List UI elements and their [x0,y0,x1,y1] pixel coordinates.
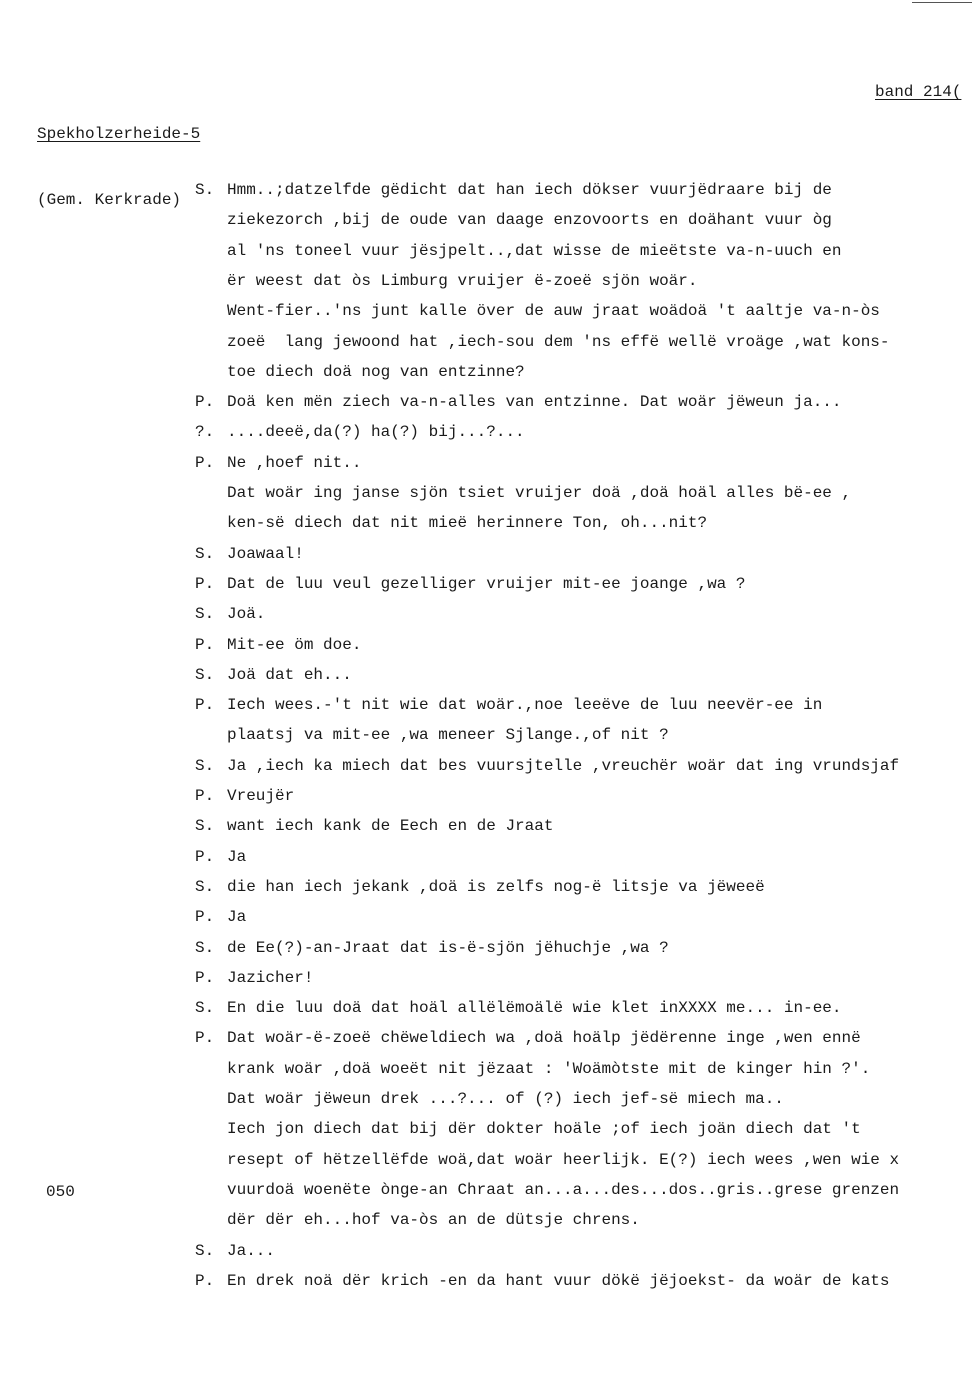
transcript-line [0,180,973,210]
line-text: krank woär ,doä woeët nit jëzaat : 'Woämòtste mit de kinger hin ?'. [227,1059,871,1078]
band-number: band 214( [875,83,962,101]
speaker-label: S. [195,665,215,684]
line-text: Ja... [227,1241,276,1260]
speaker-label: P. [195,453,215,472]
line-text: Ne ,hoef nit.. [227,453,362,472]
line-text: Dat woär ing janse sjön tsiet vruijer doä ,doä hoäl alles bë-ee , [227,484,852,502]
line-text: vuurdoä woenëte ònge-an Chraat an...a...des...dos..gris..grese grenzen [227,1180,900,1199]
speaker-label: P. [195,696,215,715]
speaker-label: S. [195,1241,215,1260]
transcript-line [0,362,973,392]
transcript-line [0,574,973,604]
transcript-line [0,1180,973,1210]
transcript-line [0,271,973,301]
transcript-line [0,604,973,634]
transcript-line [0,392,973,422]
transcript-line [0,816,973,846]
line-text: En drek noä dër krich -en da hant vuur dökë jëjoekst- da woär de kats [227,1271,890,1290]
line-text: Vreujër [227,787,295,805]
transcript-line [0,756,973,786]
transcript-line [0,968,973,998]
transcript-line [0,241,973,271]
line-text: toe diech doä nog van entzinne? [227,362,525,381]
line-text: zoeë lang jewoond hat ,iech-sou dem 'ns effë wellë vroäge ,wat kons- [227,332,890,351]
line-text: plaatsj va mit-ee ,wa meneer Sjlange.,of nit ? [227,726,669,745]
transcript-line [0,786,973,816]
transcript-line [0,544,973,574]
speaker-label: P. [195,1271,215,1290]
transcript-line [0,301,973,331]
transcript-line [0,635,973,665]
speaker-label: S. [195,181,215,199]
line-text: dër dër eh...hof va-òs an de dütsje chrens. [227,1211,640,1230]
municipality: (Gem. Kerkrade) [37,191,182,209]
speaker-label: P. [195,787,215,805]
transcript-line [0,877,973,907]
line-text: Joawaal! [227,544,304,563]
transcript-line [0,332,973,362]
line-text: Dat de luu veul gezelliger vruijer mit-ee joange ,wa ? [227,574,746,593]
line-text: Dat woär-ë-zoeë chëweldiech wa ,doä hoälp jëdërenne inge ,wen ennë [227,1029,861,1048]
transcript-line [0,998,973,1028]
speaker-label: P. [195,574,215,593]
speaker-label: P. [195,393,215,412]
line-text: Iech wees.-'t nit wie dat woär.,noe leeëve de luu neevër-ee in [227,696,823,715]
transcript-line [0,1119,973,1149]
line-text: want iech kank de Eech en de Jraat [227,817,554,836]
corner-line [912,2,972,3]
line-text: Jazicher! [227,968,314,987]
line-text: Ja [227,847,247,866]
transcript-line [0,847,973,877]
transcript-line [0,907,973,937]
transcript-line [0,1271,973,1301]
speaker-label: S. [195,999,215,1018]
transcript-line [0,210,973,240]
line-text: Iech jon diech dat bij dër dokter hoäle ;of iech joän diech dat 't [227,1120,861,1139]
speaker-label: P. [195,908,215,927]
transcript-line [0,665,973,695]
speaker-label: S. [195,817,215,836]
speaker-label: S. [195,544,215,563]
tape-counter: 050 [46,1183,75,1201]
speaker-label: S. [195,605,215,624]
speaker-label: ?. [195,423,215,442]
speaker-label: S. [195,877,215,896]
place-name: Spekholzerheide-5 [37,125,201,143]
line-text: Hmm..;datzelfde gëdicht dat han iech dökser vuurjëdraare bij de [227,181,832,199]
line-text: die han iech jekank ,doä is zelfs nog-ë litsje va jëweeë [227,877,765,896]
transcript-line [0,513,973,543]
transcript-line [0,1241,973,1271]
line-text: Went-fier..'ns junt kalle över de auw jraat woädoä 't aaltje va-n-òs [227,302,880,321]
transcript-line [0,1150,973,1180]
line-text: Dat woär jëweun drek ...?... of (?) iech jef-së miech ma.. [227,1090,784,1108]
transcript-line [0,422,973,452]
speaker-label: S. [195,938,215,957]
line-text: Joä. [227,605,266,624]
transcript-line [0,483,973,513]
speaker-label: S. [195,756,215,775]
line-text: Joä dat eh... [227,665,352,684]
line-text: resept of hëtzellëfde woä,dat woär heerlijk. E(?) iech wees ,wen wie x [227,1150,900,1169]
transcript-line [0,938,973,968]
speaker-label: P. [195,847,215,866]
line-text: Ja [227,908,247,927]
transcript-line [0,725,973,755]
transcript-line [0,453,973,483]
speaker-label: P. [195,968,215,987]
transcript-line [0,1059,973,1089]
speaker-label: P. [195,1029,215,1048]
line-text: ziekezorch ,bij de oude van daage enzovoorts en doähant vuur òg [227,211,832,230]
line-text: Doä ken mën ziech va-n-alles van entzinne. Dat woär jëweun ja... [227,393,842,412]
line-text: ër weest dat òs Limburg vruijer ë-zoeë sjön woär. [227,271,698,290]
transcript-line [0,1210,973,1240]
line-text: de Ee(?)-an-Jraat dat is-ë-sjön jëhuchje ,wa ? [227,938,669,957]
line-text: Ja ,iech ka miech dat bes vuursjtelle ,vreuchër woär dat ing vrundsjaf [227,756,900,775]
line-text: En die luu doä dat hoäl allëlëmoälë wie klet inXXXX me... in-ee. [227,999,842,1018]
speaker-label: P. [195,635,215,654]
line-text: al 'ns toneel vuur jësjpelt..,dat wisse de mieëtste va-n-uuch en [227,241,842,260]
transcript-line [0,1089,973,1119]
transcript-line [0,1028,973,1058]
line-text: ken-së diech dat nit mieë herinnere Ton, oh...nit? [227,514,708,533]
line-text: Mit-ee öm doe. [227,635,362,654]
transcript-line [0,695,973,725]
line-text: ....deeë,da(?) ha(?) bij...?... [227,423,525,442]
